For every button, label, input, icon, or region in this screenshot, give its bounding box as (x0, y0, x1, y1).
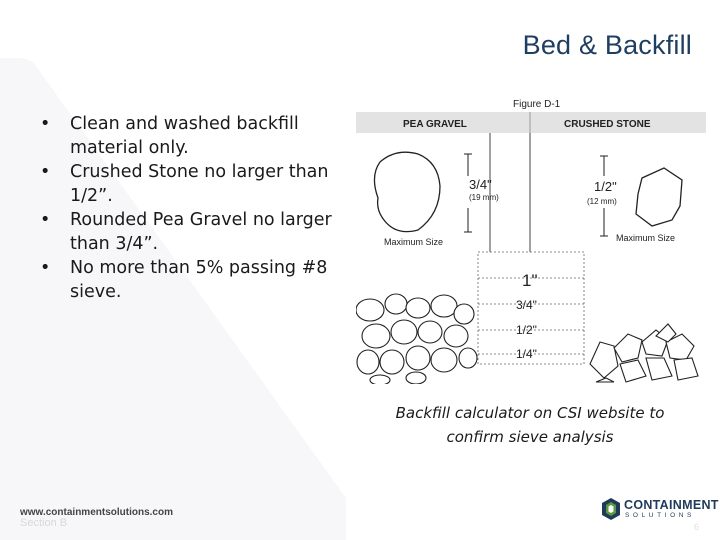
ruler-label: 3/4" (516, 298, 537, 312)
crushed-max-size-label: Maximum Size (616, 233, 676, 243)
pea-max-size-label: Maximum Size (384, 237, 444, 247)
bullet-item (32, 208, 332, 256)
bullet-text: Rounded Pea Gravel no larger than 3/4”. (70, 210, 332, 254)
figure-title: Figure D-1 (513, 99, 561, 110)
page-number: 6 (694, 522, 700, 532)
header-pea-gravel: PEA GRAVEL (403, 119, 467, 130)
bullet-text: No more than 5% passing #8 sieve. (70, 258, 328, 302)
bullet-dot: • (40, 114, 51, 134)
logo-subtitle: SOLUTIONS (625, 512, 695, 519)
bullet-text: Crushed Stone no larger than 1/2”. (70, 162, 329, 206)
crushed-size-label: 1/2" (594, 179, 617, 194)
pea-size-mm: (19 mm) (469, 193, 499, 202)
logo-wordmark: CONTAINMENT (624, 498, 719, 512)
bullet-item (32, 112, 332, 160)
pea-gravel-stone-icon (374, 152, 440, 231)
bullet-item (32, 256, 332, 304)
ruler-label: 1/4" (516, 347, 537, 361)
bullet-dot: • (40, 258, 51, 278)
pea-size-label: 3/4" (469, 177, 492, 192)
footer-section-label: Section B (20, 517, 68, 529)
bullet-list (32, 112, 332, 304)
crushed-stone-icon (636, 168, 682, 226)
crushed-stone-pile (590, 324, 698, 382)
bullet-item (32, 160, 332, 208)
ruler-label: 1" (522, 271, 538, 290)
figure-caption: Backfill calculator on CSI website to confirm sieve analysis (395, 404, 665, 446)
footer-website-link[interactable]: www.containmentsolutions.com (20, 507, 173, 518)
bullet-dot: • (40, 210, 51, 230)
bullet-dot: • (40, 162, 51, 182)
pea-gravel-pile (356, 294, 480, 384)
header-crushed-stone: CRUSHED STONE (564, 119, 651, 130)
bullet-text: Clean and washed backfill material only. (70, 114, 299, 158)
slide-title: Bed & Backfill (522, 30, 692, 60)
ruler-label: 1/2" (516, 323, 537, 337)
crushed-size-mm: (12 mm) (587, 197, 617, 206)
figure-d1 (356, 96, 706, 384)
